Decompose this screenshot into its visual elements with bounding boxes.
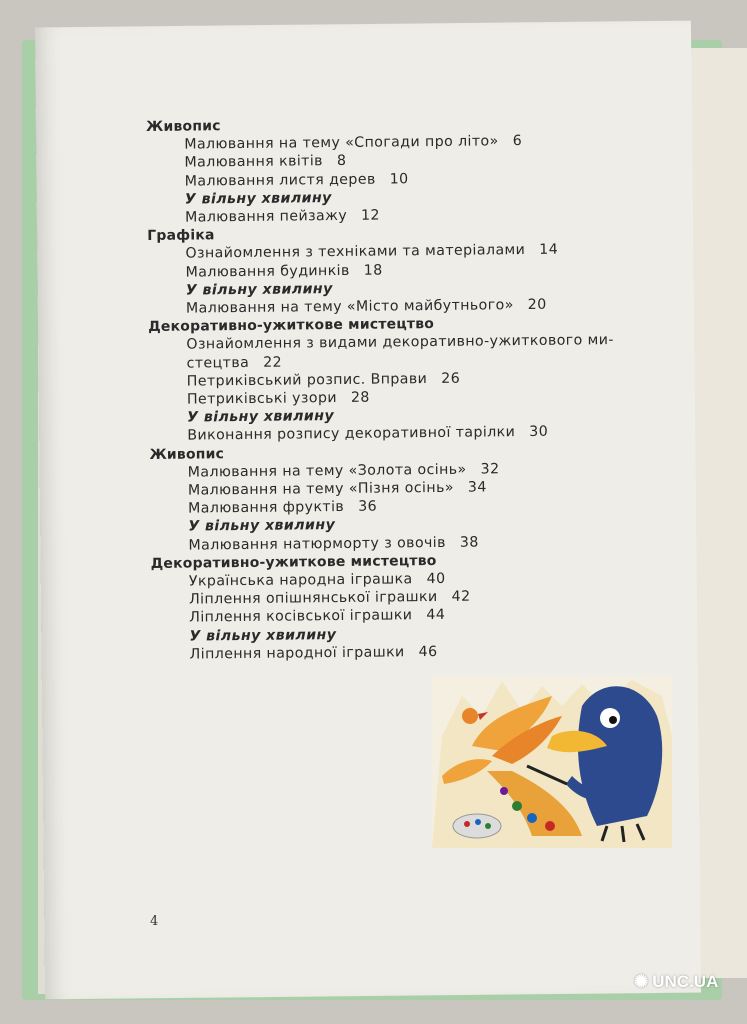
crow-painting-firebird-illustration (432, 676, 672, 848)
toc-entry-title: Декоративно-ужиткове мистецтво (150, 552, 437, 572)
toc-entry-page: 28 (350, 389, 370, 406)
toc-entry-page: 8 (336, 153, 347, 170)
sun-logo-icon: ✺ (634, 972, 649, 991)
toc-entry-title: Малювання листя дерев (184, 171, 376, 190)
toc-entry-title: Малювання на тему «Спогади про літо» (184, 133, 499, 153)
toc-entry-title: Ліплення народної іграшки (189, 644, 405, 663)
toc-entry-title: Ліплення опішнянської іграшки (188, 589, 438, 608)
toc-entry-page: 42 (451, 588, 471, 606)
toc-entry-page: 32 (480, 461, 500, 478)
toc-entry-page: 20 (527, 296, 547, 314)
toc-entry-title: Графіка (147, 227, 215, 245)
toc-entry-title: У вільну хвилину (189, 626, 337, 645)
toc-entry-page: 34 (467, 479, 487, 496)
toc-entry-title: Виконання розпису декоративної тарілки (187, 424, 516, 445)
toc-entry-page: 30 (529, 424, 549, 441)
page-number: 4 (150, 914, 159, 929)
toc-entry-title: У вільну хвилину (188, 517, 336, 536)
toc-entry-title: Петриківський розпис. Вправи (186, 370, 428, 390)
toc-entry-title: Живопис (149, 445, 225, 463)
toc-entry-title: Живопис (146, 118, 221, 135)
toc-entry-title: Малювання пейзажу (184, 207, 348, 226)
toc-entry-title: Малювання натюрморту з овочів (188, 534, 446, 554)
toc-entry-title: У вільну хвилину (184, 189, 332, 208)
toc-entry-title: Ознайомлення з видами декоративно-ужиткового ми- (186, 332, 614, 354)
toc-entry-page: 22 (263, 354, 283, 371)
toc-entry-page: 36 (358, 498, 378, 516)
toc-entry-page: 44 (426, 607, 446, 624)
toc-entry-title: Малювання квітів (184, 153, 324, 172)
toc-entry-page: 10 (389, 170, 409, 188)
watermark (634, 972, 718, 992)
toc-entry-title: Малювання будинків (185, 262, 350, 281)
toc-entry-page: 46 (418, 643, 438, 661)
toc-entry-page: 18 (363, 262, 383, 279)
toc-entry-page: 38 (459, 534, 479, 551)
toc-entry-title: Ліплення косівської іграшки (189, 607, 413, 627)
toc-entry-page: 40 (426, 570, 446, 588)
palette-icon (453, 814, 501, 838)
toc-entry-page: 12 (360, 207, 381, 224)
toc-entry-title: Малювання на тему «Місто майбутнього» (185, 297, 514, 317)
toc-entry-title: У вільну хвилину (185, 280, 333, 299)
toc-entry-title: Петриківські узори (186, 390, 338, 408)
toc-entry-title: Малювання на тему «Пізня осінь» (187, 479, 454, 499)
toc-entry-title: Українська народна іграшка (188, 571, 413, 590)
toc-entry-title: Малювання на тему «Золота осінь» (187, 461, 467, 481)
toc-entry-title: стецтва (186, 354, 250, 372)
watermark-text: UNC.UA (652, 972, 719, 991)
toc-entry-page: 14 (539, 242, 559, 259)
toc-entry-page: 26 (441, 370, 461, 387)
toc-entry-title: Декоративно-ужиткове мистецтво (148, 316, 435, 336)
toc-entry-page: 6 (512, 133, 523, 150)
toc-entry-title: У вільну хвилину (187, 408, 335, 426)
toc-entry-title: Малювання фруктів (188, 499, 345, 517)
table-of-contents (146, 112, 692, 664)
toc-entry-title: Ознайомлення з техніками та матеріалами (185, 242, 526, 263)
